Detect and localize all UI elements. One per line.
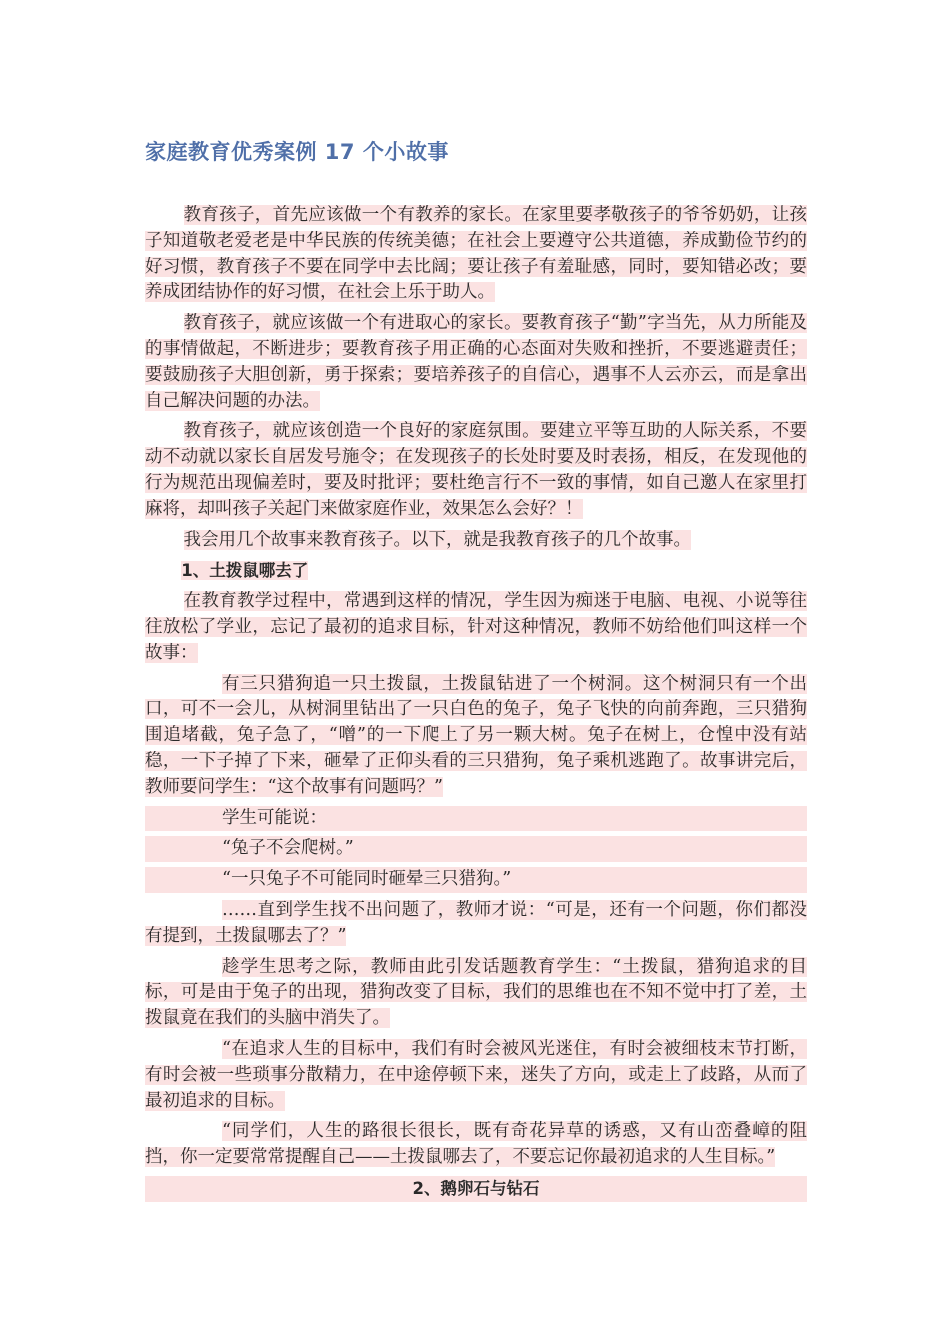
paragraph-text: 我会用几个故事来教育孩子。以下，就是我教育孩子的几个故事。 [183, 529, 691, 550]
paragraph-text: 在教育教学过程中，常遇到这样的情况，学生因为痴迷于电脑、电视、小说等往往放松了学业，忘记了最初的追求目标，针对这种情况，教师不妨给他们叫这样一个故事： [145, 591, 807, 663]
section-heading-text: 1、土拨鼠哪去了 [181, 561, 309, 581]
section-heading [145, 558, 807, 584]
paragraph: 学生可能说： [145, 806, 807, 832]
paragraph [145, 203, 807, 306]
paragraph: “兔子不会爬树。” [145, 836, 807, 862]
paragraph-text: 趁学生思考之际，教师由此引发话题教育学生：“土拨鼠，猎狗追求的目标，可是由于兔子的出现，猎狗改变了目标，我们的思维也在不知不觉中打了差，土拨鼠竟在我们的头脑中消失了。 [145, 956, 807, 1029]
paragraph [145, 1037, 807, 1114]
paragraph [145, 311, 807, 414]
paragraph [145, 419, 807, 522]
document-title: 家庭教育优秀案例 17 个小故事 [145, 140, 449, 164]
paragraph [145, 672, 807, 801]
paragraph [145, 589, 807, 666]
paragraph-text: ……直到学生找不出问题了，教师才说：“可是，还有一个问题，你们都没有提到，土拨鼠哪去了？” [145, 899, 807, 946]
paragraph: “一只兔子不可能同时砸晕三只猎狗。” [145, 867, 807, 893]
paragraph-text: 教育孩子，首先应该做一个有教养的家长。在家里要孝敬孩子的爷爷奶奶，让孩子知道敬老爱老是中华民族的传统美德；在社会上要遵守公共道德，养成勤俭节约的好习惯，教育孩子不要在同学中去比阔；要让孩子有羞耻感，同时，要知错必改；要养成团结协作的好习惯，在社会上乐于助人。 [145, 205, 807, 303]
section-heading: 2、鹅卵石与钻石 [145, 1176, 807, 1202]
paragraph [145, 528, 807, 554]
paragraph-text: 教育孩子，就应该做一个有进取心的家长。要教育孩子“勤”字当先，从力所能及的事情做起，不断进步；要教育孩子用正确的心态面对失败和挫折，不要逃避责任；要鼓励孩子大胆创新，勇于探索；要培养孩子的自信心，遇事不人云亦云，而是拿出自己解决问题的办法。 [145, 313, 807, 411]
document-body [145, 203, 807, 1207]
paragraph-text: “在追求人生的目标中，我们有时会被风光迷住，有时会被细枝末节打断，有时会被一些琐事分散精力，在中途停顿下来，迷失了方向，或走上了歧路，从而了最初追求的目标。 [145, 1038, 807, 1111]
paragraph-text: 有三只猎狗追一只土拨鼠，土拨鼠钻进了一个树洞。这个树洞只有一个出口，可不一会儿，从树洞里钻出了一只白色的兔子，兔子飞快的向前奔跑，三只猎狗围追堵截，兔子急了，“噌”的一下爬上了另一颗大树。兔子在树上，仓惶中没有站稳，一下子掉了下来，砸晕了正仰头看的三只猎狗，兔子乘机逃跑了。故事讲完后，教师要问学生：“这个故事有问题吗？” [145, 673, 807, 797]
paragraph [145, 955, 807, 1032]
paragraph-text: 教育孩子，就应该创造一个良好的家庭氛围。要建立平等互助的人际关系，不要动不动就以家长自居发号施令；在发现孩子的长处时要及时表扬，相反，在发现他的行为规范出现偏差时，要及时批评；要杜绝言行不一致的事情，如自己邀人在家里打麻将，却叫孩子关起门来做家庭作业，效果怎么会好？！ [145, 421, 807, 519]
paragraph [145, 898, 807, 950]
paragraph [145, 1119, 807, 1171]
paragraph-text: “同学们，人生的路很长很长，既有奇花异草的诱惑，又有山峦叠嶂的阻挡，你一定要常常提醒自己——土拨鼠哪去了，不要忘记你最初追求的人生目标。” [145, 1121, 807, 1168]
